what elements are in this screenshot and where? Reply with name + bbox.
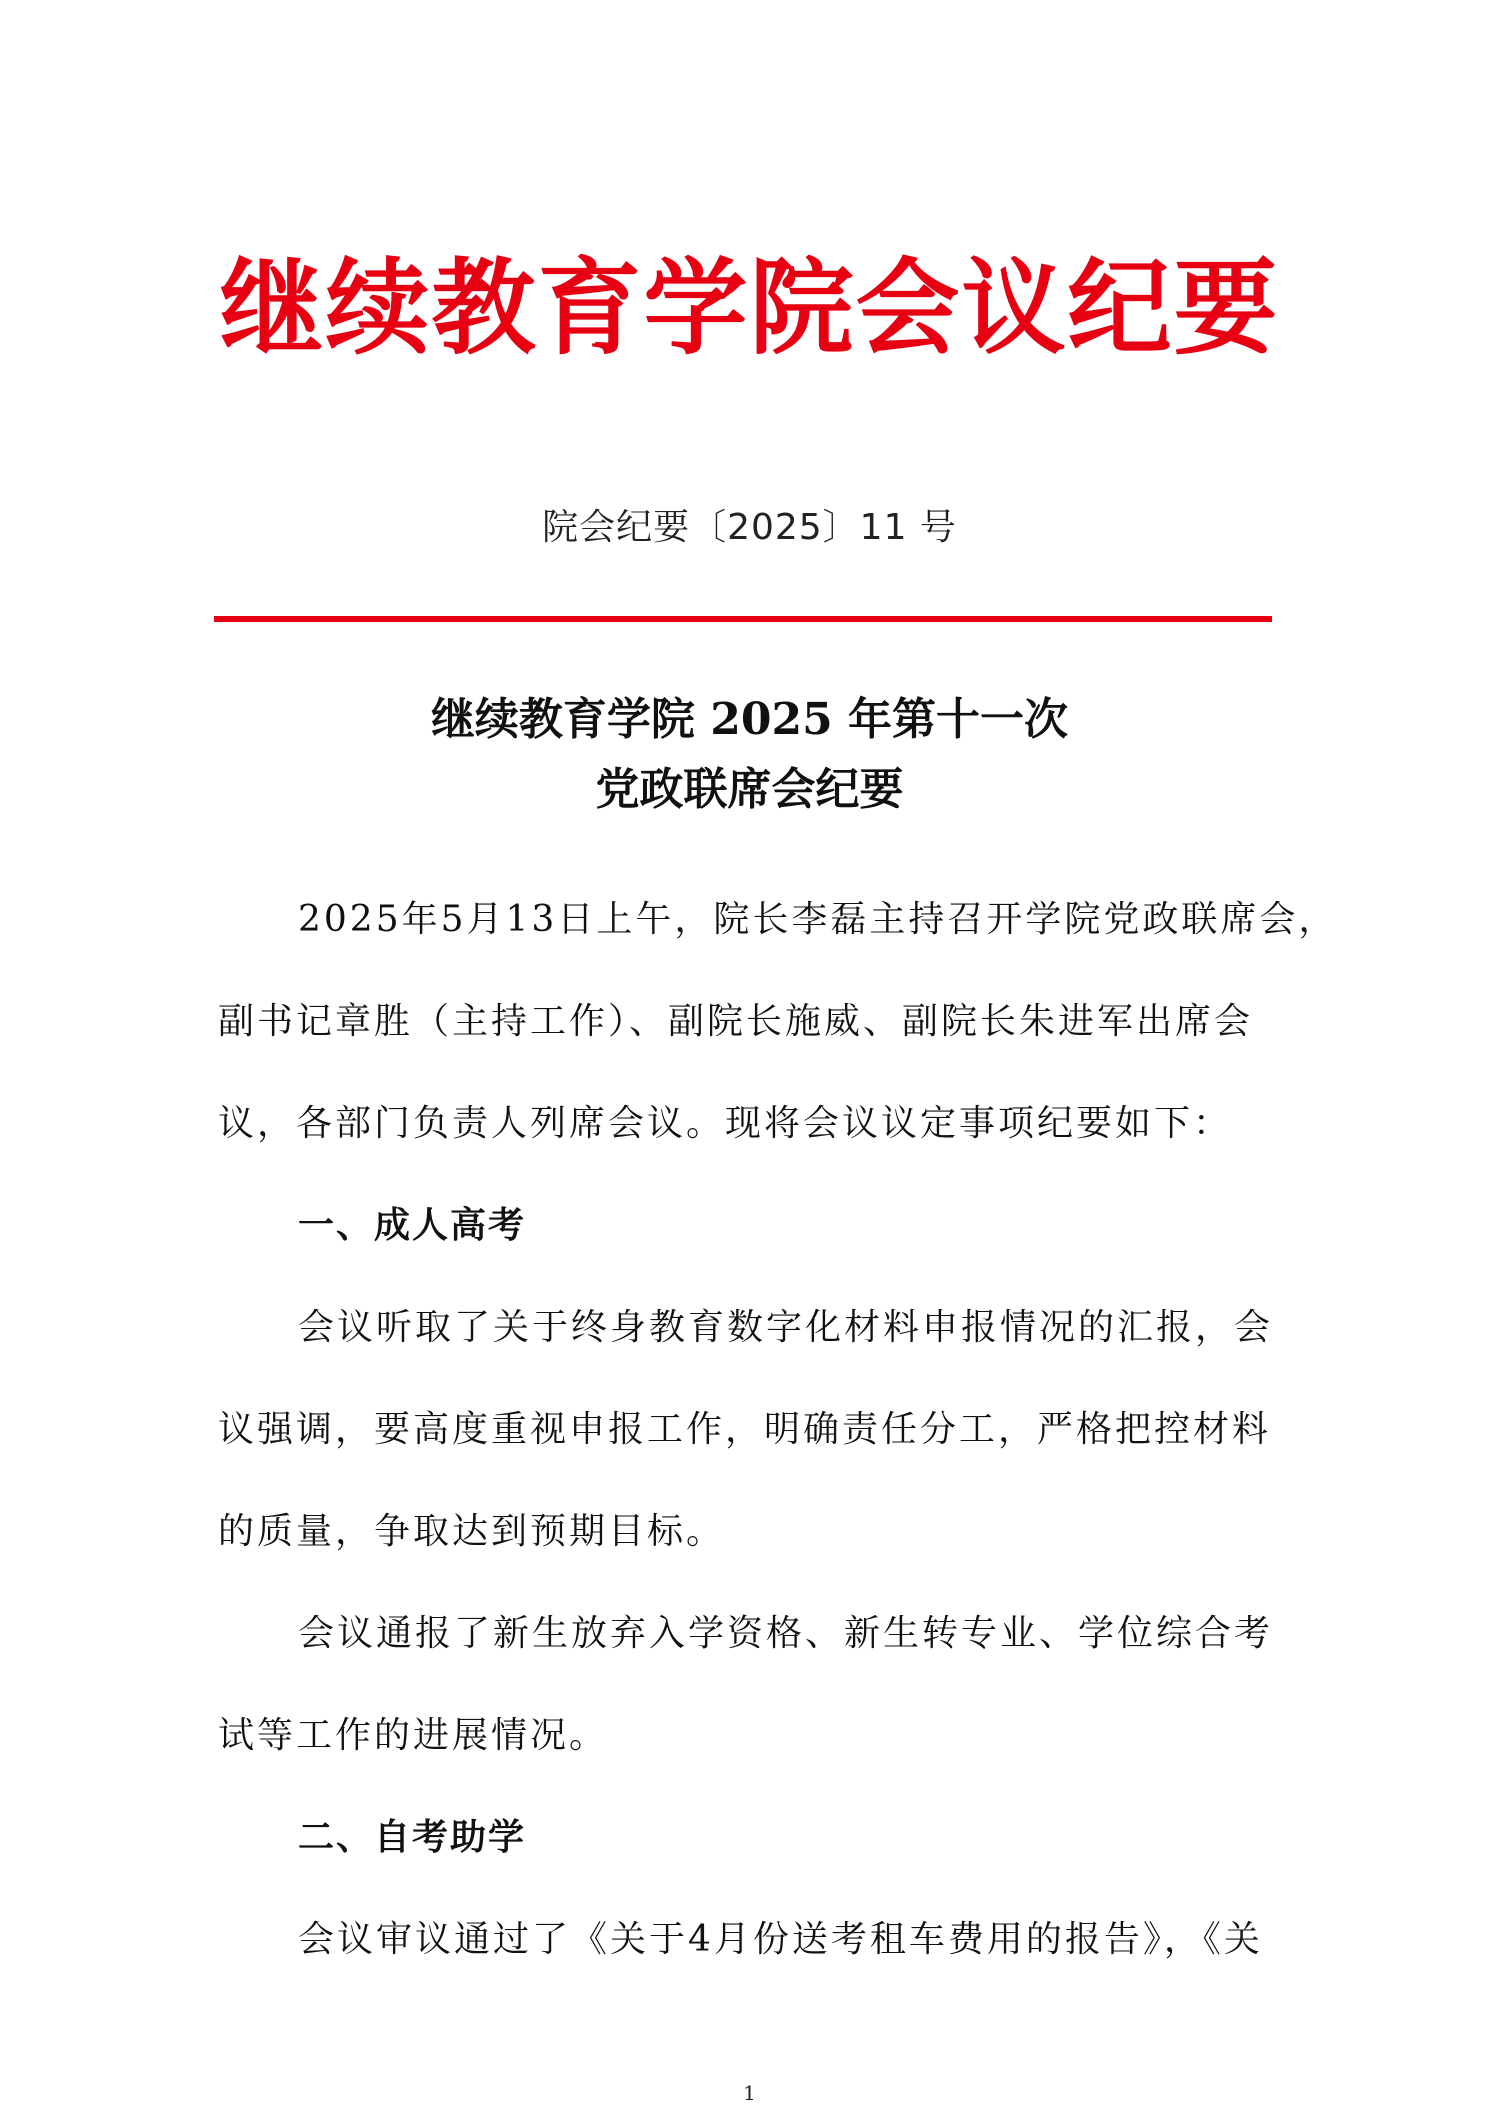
document-number: 院会纪要〔2025〕11 号 — [542, 507, 957, 548]
section-1-para-1-line-1: 会议听取了关于终身教育数字化材料申报情况的汇报，会 — [298, 1307, 1274, 1348]
section-2-heading: 二、自考助学 — [298, 1817, 527, 1858]
section-1-para-2-line-1: 会议通报了新生放弃入学资格、新生转专业、学位综合考 — [298, 1613, 1274, 1654]
section-1-heading: 一、成人高考 — [298, 1205, 527, 1246]
section-1-para-2-line-2: 试等工作的进展情况。 — [218, 1715, 609, 1756]
document-title-line-1: 继续教育学院 2025 年第十一次 — [430, 694, 1069, 745]
section-2-para-1-line-1: 会议审议通过了《关于4月份送考租车费用的报告》，《关 — [298, 1919, 1263, 1960]
page-number: 1 — [743, 2081, 756, 2105]
intro-line-3: 议，各部门负责人列席会议。现将会议议定事项纪要如下： — [218, 1103, 1233, 1144]
document-title-line-2: 党政联席会纪要 — [595, 764, 904, 815]
document-banner-title: 继续教育学院会议纪要 — [219, 247, 1280, 369]
red-divider-line — [214, 616, 1272, 622]
intro-line-1: 2025年5月13日上午，院长李磊主持召开学院党政联席会， — [298, 899, 1338, 940]
section-1-para-1-line-2: 议强调，要高度重视申报工作，明确责任分工，严格把控材料 — [218, 1409, 1272, 1450]
section-1-para-1-line-3: 的质量，争取达到预期目标。 — [218, 1511, 726, 1552]
intro-line-2: 副书记章胜（主持工作）、副院长施威、副院长朱进军出席会 — [218, 1001, 1254, 1042]
